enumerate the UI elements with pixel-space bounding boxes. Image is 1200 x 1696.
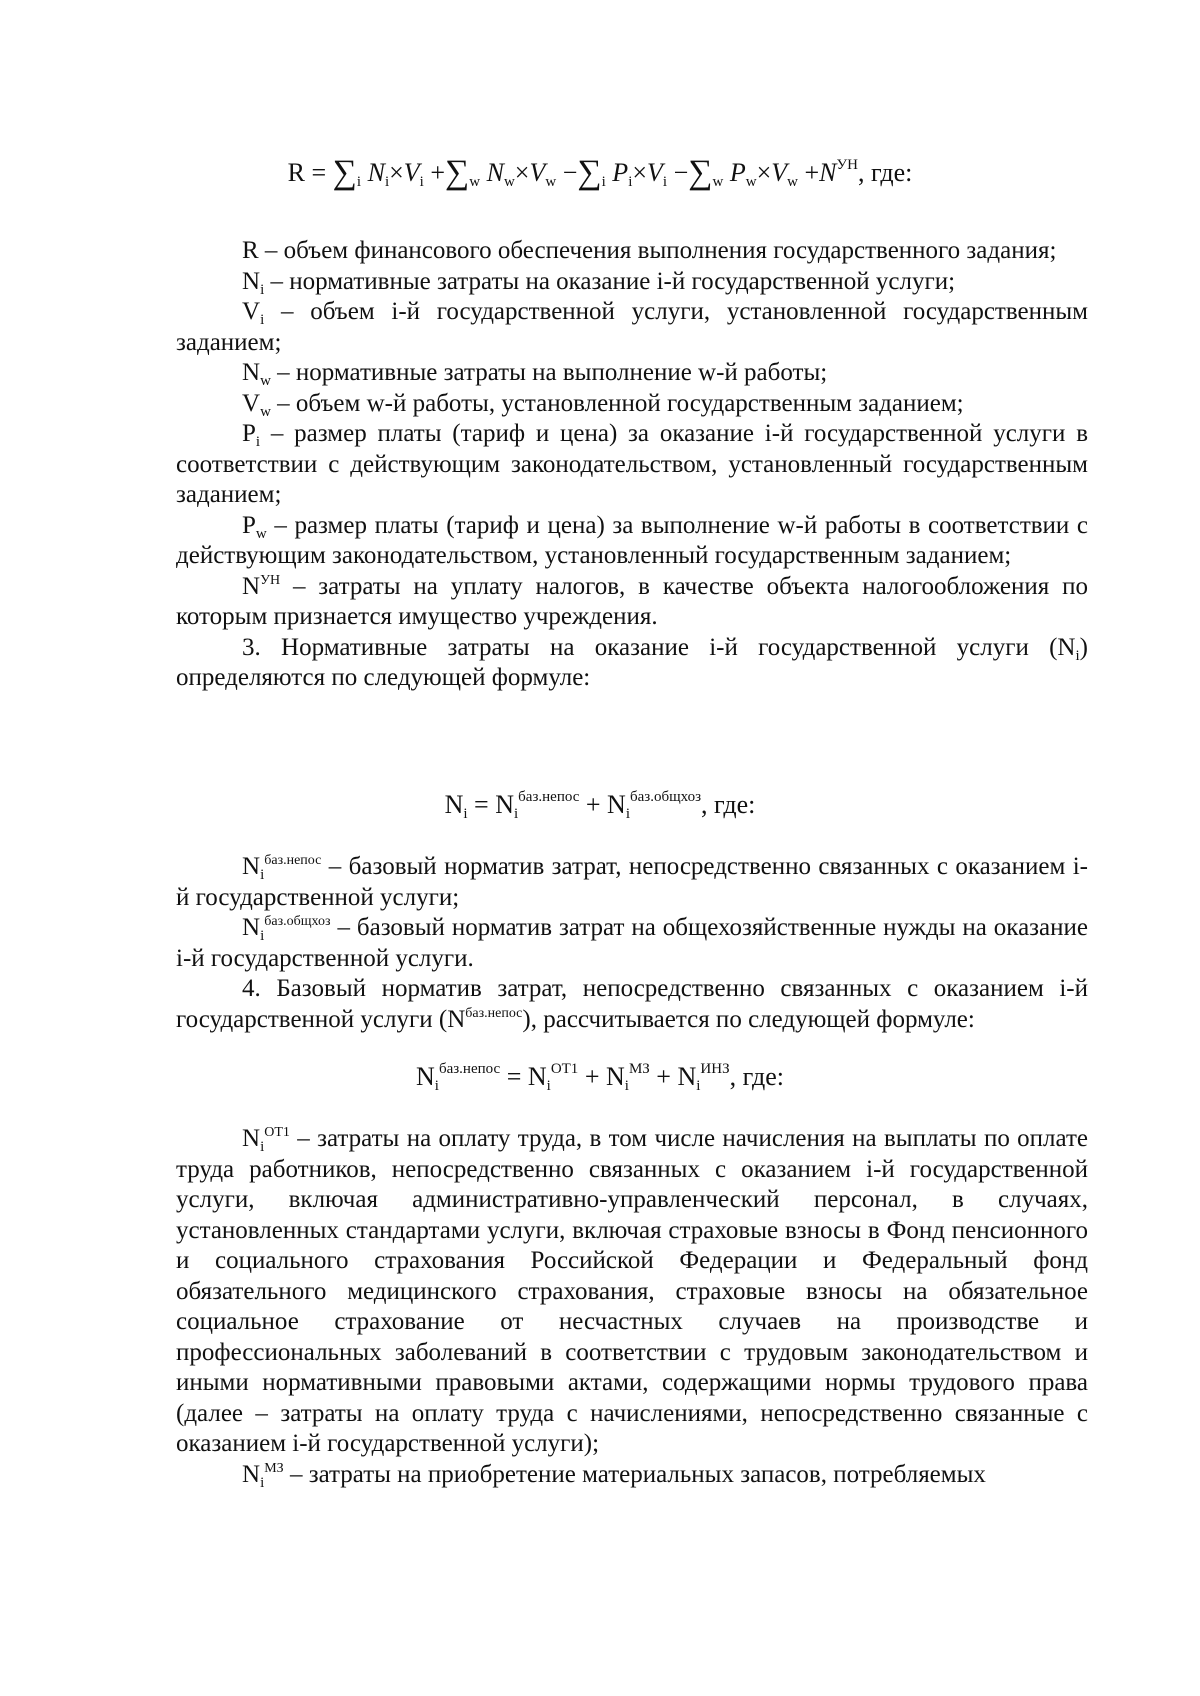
- formula-base: $N_i^{баз.непос} = N_i^{ОТ1} + N_i^{МЗ} + N_i^{ИНЗ}$, где:: [416, 1061, 784, 1094]
- def-r: R – объем финансового обеспечения выполнения государственного задания;: [242, 237, 1057, 264]
- sum-symbol: ∑: [688, 154, 713, 191]
- formula-r-term1: N: [367, 158, 385, 187]
- formula-r-term5: P: [612, 158, 629, 187]
- def-ni: $N_i$ – нормативные затраты на оказание i-й государственной услуги;: [242, 267, 956, 298]
- formula-r-term8: V: [771, 158, 788, 187]
- def-nun: $N^{УН}$ – затраты на уплату налогов, в качестве объекта налогообложения по которым признается имущество учреждения.: [176, 572, 1088, 630]
- formula-r-lhs: R =: [287, 158, 327, 187]
- formula-r-suffix: , где:: [857, 158, 913, 187]
- formula-r-term2: V: [403, 158, 420, 187]
- section-4: 4. Базовый норматив затрат, непосредственно связанных с оказанием i-й государственной услуги $(N^{баз.непос})$, рассчитывается по следующей формуле:: [176, 975, 1088, 1033]
- def-pi: $P_i$ – размер платы (тариф и цена) за оказание i-й государственной услуги в соответствии с действующим законодательством, установленный государственным заданием;: [176, 420, 1089, 508]
- def-nw: $N_w$ – нормативные затраты на выполнение w-й работы;: [242, 359, 828, 389]
- formula-r-term4: V: [529, 158, 546, 187]
- definitions-block: [176, 236, 1088, 694]
- formula-r: $R = \sum_i$ $N_i\times V_i +\sum_w$ $N_w\times V_w -\sum_i$ $P_i\times V_i -\sum_w$ $P_w\times V_w +N^{УН}$, где:: [287, 154, 913, 191]
- def-vw: $V_w$ – объем w-й работы, установленной государственным заданием;: [242, 389, 964, 420]
- formula-ni: $N_i = N_i^{баз.непос} + N_i^{баз.общхоз}$, где:: [444, 789, 756, 822]
- def-mz: $N_i^{МЗ}$ – затраты на приобретение материальных запасов, потребляемых: [242, 1460, 986, 1491]
- section-3: 3. Нормативные затраты на оказание i-й государственной услуги $(N_i)$ определяются по следующей формуле:: [176, 633, 1088, 691]
- formula-r-last: N: [819, 158, 837, 187]
- sum-symbol: ∑: [577, 154, 602, 191]
- definitions-base-block: [176, 1124, 1088, 1490]
- formula-r-term3: N: [486, 158, 504, 187]
- def-ni-nepos: $N_i^{баз.непос}$ – базовый норматив затрат, непосредственно связанных с оказанием i-й государственной услуги;: [176, 853, 1088, 911]
- sum-symbol: ∑: [445, 154, 470, 191]
- formula-r-last-sup: УН: [836, 157, 858, 173]
- def-vi: $V_i$ – объем i-й государственной услуги, установленной государственным заданием;: [176, 298, 1088, 356]
- def-ni-obsch: $N_i^{баз.общхоз}$ – базовый норматив затрат на общехозяйственные нужды на оказание i-й государственной услуги.: [176, 914, 1088, 972]
- formula-r-term6: V: [647, 158, 663, 187]
- sum-symbol: ∑: [332, 154, 357, 191]
- formula-r-term7: P: [729, 158, 746, 187]
- definitions-ni-block: [176, 852, 1088, 1035]
- def-ot1: $N_i^{ОТ1}$ – затраты на оплату труда, в том числе начисления на выплаты по оплате труда работников, непосредственно связанных с оказанием i-й государственной услуги, включая административно-управленческий персонал, в случаях, установленных стандартами услуги, включая страховые взносы в Фонд пенсионного и социального страхования Российской Федерации и Федеральный фонд обязательного медицинского страхования, страховые взносы на обязательное социальное страхование от несчастных случаев на производстве и профессиональных заболеваний в соответствии с трудовым законодательством и иными нормативными правовыми актами, содержащими нормы трудового права (далее – затраты на оплату труда с начислениями, непосредственно связанные с оказанием i-й государственной услуги);: [176, 1125, 1088, 1457]
- def-pw: $P_w$ – размер платы (тариф и цена) за выполнение w-й работы в соответствии с действующим законодательством, установленный государственным заданием;: [176, 511, 1088, 569]
